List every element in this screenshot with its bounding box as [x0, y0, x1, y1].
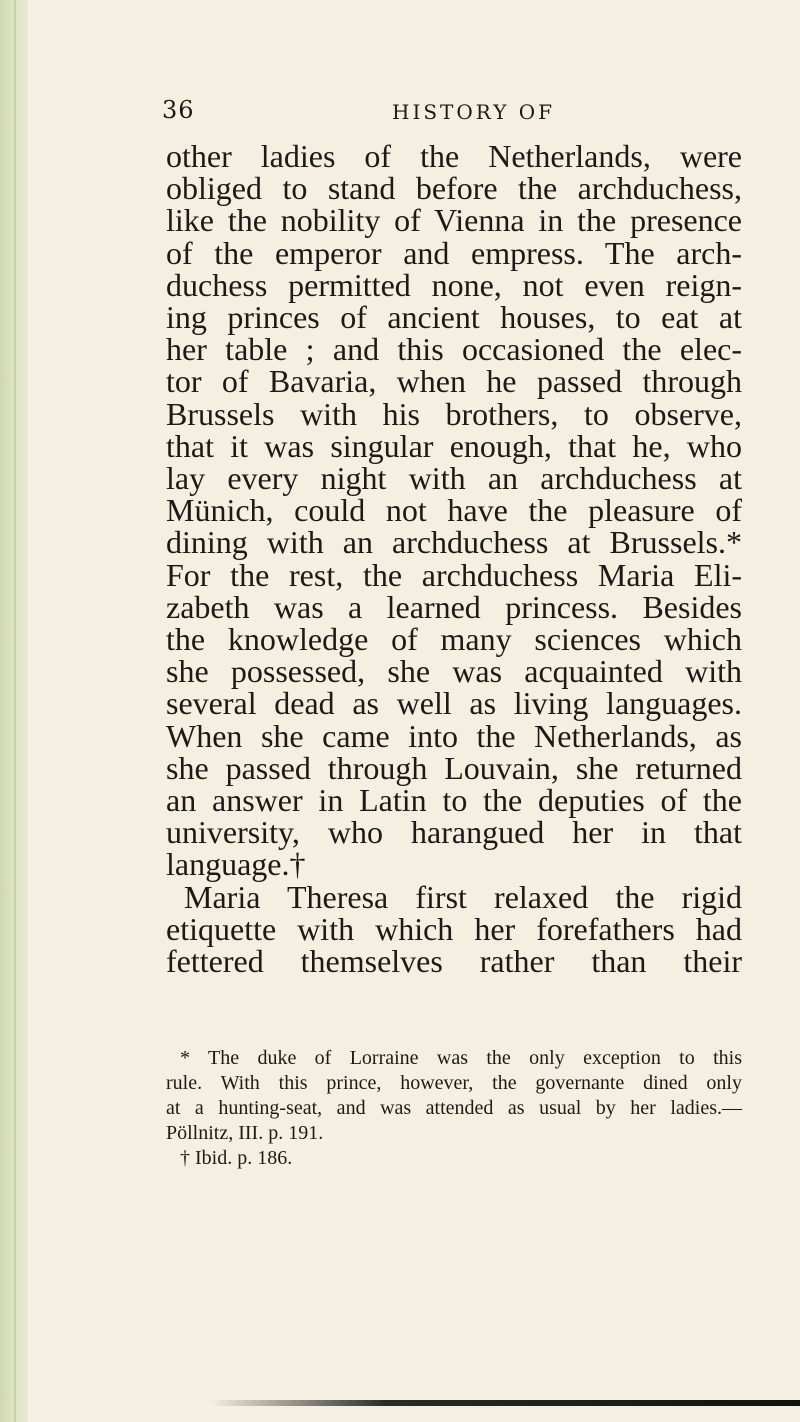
body-line: lay every night with an archduchess at — [166, 460, 742, 497]
body-line: the knowledge of many sciences which — [166, 621, 742, 658]
binding-edge — [14, 0, 16, 1422]
body-line: tor of Bavaria, when he passed through — [166, 363, 742, 400]
body-line: For the rest, the archduchess Maria Eli- — [166, 556, 742, 593]
running-head: HISTORY OF — [392, 100, 556, 124]
body-line: Brussels with his brothers, to observe, — [166, 395, 742, 432]
body-line: her table ; and this occasioned the elec- — [166, 331, 742, 368]
page-gutter — [0, 0, 28, 1422]
body-line: like the nobility of Vienna in the presence — [166, 202, 742, 239]
body-line: an answer in Latin to the deputies of the — [166, 782, 742, 819]
footnote-line: † Ibid. p. 186. — [180, 1147, 293, 1169]
footnotes — [166, 1046, 742, 1171]
footnote-line: * The duke of Lorraine was the only exception to this — [180, 1047, 742, 1069]
body-line: of the emperor and empress. The arch- — [166, 234, 742, 271]
body-line: that it was singular enough, that he, who — [166, 427, 742, 464]
body-line: university, who harangued her in that — [166, 814, 742, 851]
body-line: duchess permitted none, not even reign- — [166, 266, 742, 303]
footnote-line: at a hunting-seat, and was attended as usual by her ladies.— — [166, 1097, 742, 1119]
body-line: dining with an archduchess at Brussels.* — [166, 524, 742, 561]
body-line: she possessed, she was acquainted with — [166, 653, 742, 690]
page-header — [162, 96, 722, 136]
body-line-paragraph-start: Maria Theresa first relaxed the rigid — [184, 878, 742, 915]
body-line: obliged to stand before the archduchess, — [166, 170, 742, 207]
body-line: other ladies of the Netherlands, were — [166, 138, 742, 174]
footnote-line: Pöllnitz, III. p. 191. — [166, 1122, 324, 1144]
body-line: ing princes of ancient houses, to eat at — [166, 299, 742, 336]
body-line: language.† — [166, 846, 306, 883]
footnote-line: rule. With this prince, however, the governante dined only — [166, 1072, 742, 1094]
body-line: zabeth was a learned princess. Besides — [166, 588, 742, 625]
bottom-edge-shadow — [210, 1400, 800, 1406]
page-number: 36 — [162, 96, 195, 124]
body-line: When she came into the Netherlands, as — [166, 717, 742, 754]
body-line: she passed through Louvain, she returned — [166, 749, 742, 786]
body-line: Münich, could not have the pleasure of — [166, 492, 742, 529]
body-line: etiquette with which her forefathers had — [166, 910, 742, 947]
body-line: fettered themselves rather than their — [166, 943, 742, 980]
body-text — [166, 138, 742, 980]
body-line: several dead as well as living languages. — [166, 685, 742, 722]
